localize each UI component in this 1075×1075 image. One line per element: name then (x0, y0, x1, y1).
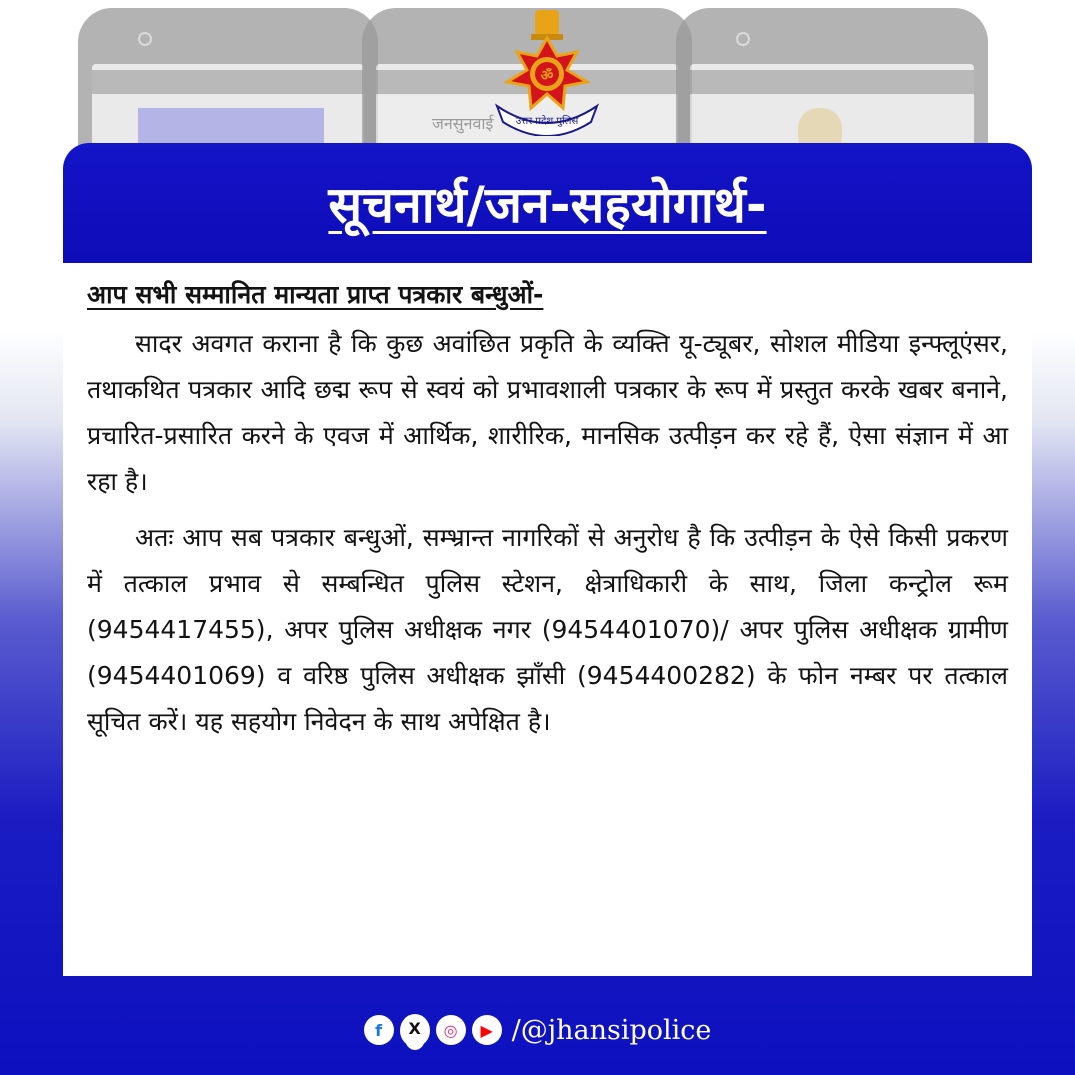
lion-capital-icon (535, 10, 559, 36)
phone-statusbar (92, 70, 364, 94)
social-icons (364, 1014, 712, 1047)
phone-statusbar (690, 70, 974, 94)
phone-app-label: जनसुनवाई (432, 114, 494, 133)
notice-subheading: आप सभी सम्मानित मान्यता प्राप्त पत्रकार बन्धुओं- (87, 280, 544, 309)
x-icon[interactable]: X (400, 1014, 430, 1047)
notice-header (63, 143, 1032, 263)
svg-text:ॐ: ॐ (540, 68, 554, 84)
instagram-icon[interactable]: ◎ (436, 1015, 466, 1045)
facebook-icon[interactable]: f (364, 1015, 394, 1045)
camera-dot (736, 32, 750, 46)
notice-card (63, 143, 1032, 976)
emblem-ribbon-text: उत्तर प्रदेश पुलिस (515, 116, 579, 127)
up-police-emblem (491, 8, 603, 136)
social-footer (0, 1005, 1075, 1055)
notice-paragraph-1: सादर अवगत कराना है कि कुछ अवांछित प्रकृति के व्यक्ति यू-ट्यूबर, सोशल मीडिया इन्फ्लूएंसर, तथाकथित पत्रकार आदि छद्म रूप से स्वयं को प्रभावशाली पत्रकार के रूप में प्रस्तुत करके खबर बनाने, प्रचारित-प्रसारित करने के एवज में आर्थिक, शारीरिक, मानसिक उत्पीड़न कर रहे हैं, ऐसा संज्ञान में आ रहा है। (87, 329, 1008, 496)
camera-dot (138, 32, 152, 46)
youtube-icon[interactable]: ▶ (472, 1015, 502, 1045)
notice-body (63, 263, 1032, 745)
notice-paragraph-2: अतः आप सब पत्रकार बन्धुओं, सम्भ्रान्त नागरिकों से अनुरोध है कि उत्पीड़न के ऐसे किसी प्रकरण में तत्काल प्रभाव से सम्बन्धित पुलिस स्टेशन, क्षेत्राधिकारी के साथ, जिला कन्ट्रोल रूम (9454417455), अपर पुलिस अधीक्षक नगर (9454401070)/ अपर पुलिस अधीक्षक ग्रामीण (9454401069) व वरिष्ठ पुलिस अधीक्षक झाँसी (9454400282) के फोन नम्बर पर तत्काल सूचित करें। यह सहयोग निवेदन के साथ अपेक्षित है। (87, 523, 1008, 736)
social-handle[interactable]: /@jhansipolice (511, 1014, 712, 1046)
notice-title: सूचनार्थ/जन-सहयोगार्थ- (328, 176, 767, 234)
